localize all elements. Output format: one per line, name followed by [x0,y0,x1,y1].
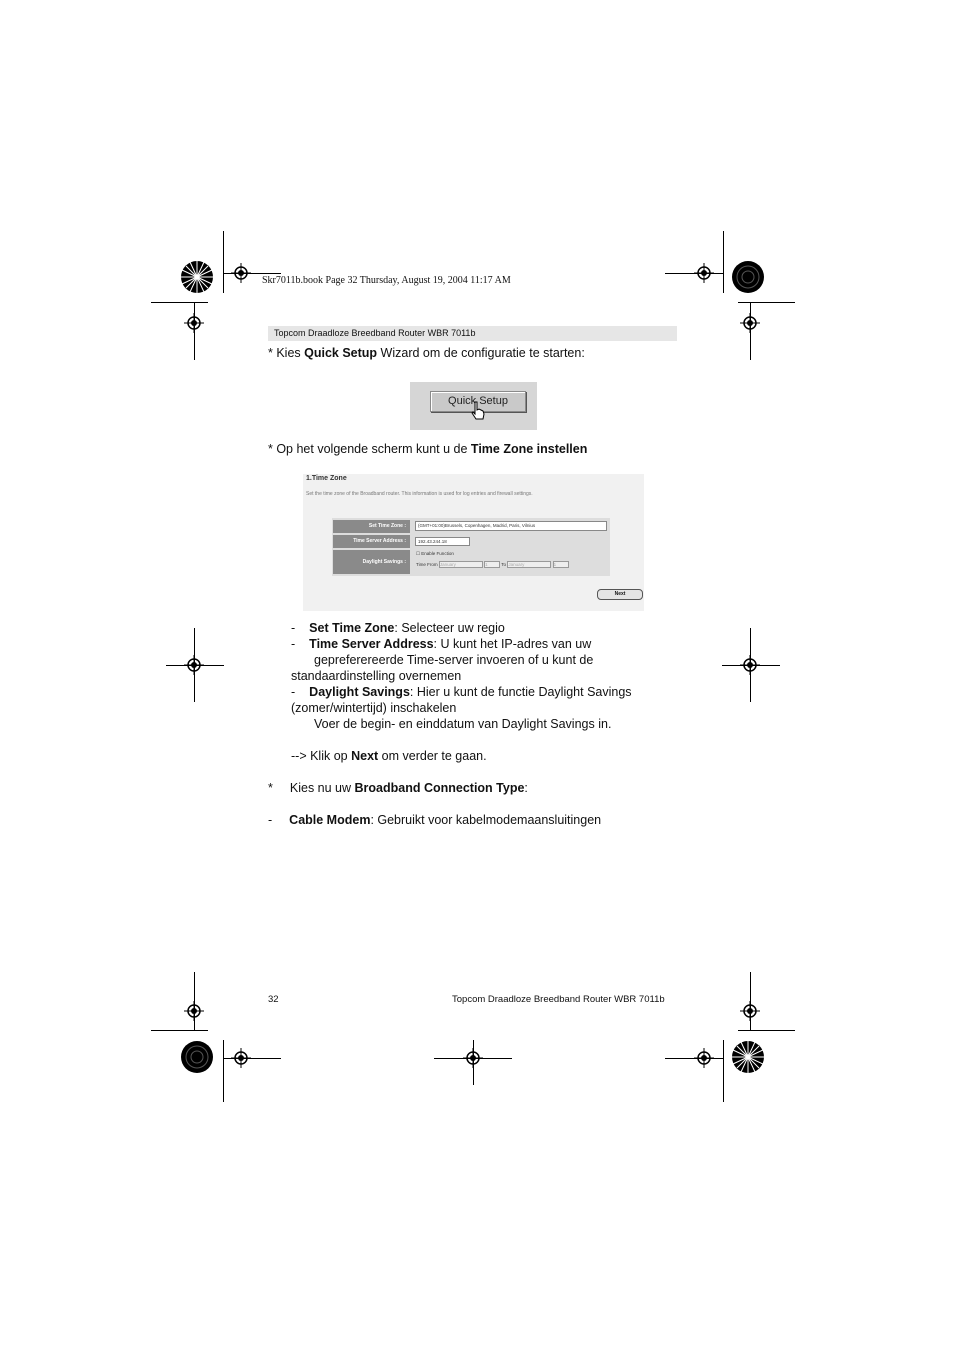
next-button[interactable]: Next [597,589,643,600]
tz-label-time-server: Time Server Address : [333,535,410,548]
time-zone-select[interactable]: (GMT+01:00)Brussels, Copenhagen, Madrid, Paris, Vilnius [415,521,607,531]
footer-title: Topcom Draadloze Breedband Router WBR 7011b [452,994,665,1005]
quick-setup-screenshot [410,382,537,430]
quick-setup-button[interactable]: Quick Setup [430,391,526,412]
time-server-input[interactable]: 192.43.244.18 [415,537,470,546]
registration-mark-icon [740,655,760,675]
continuation-line: gepreferereerde Time-server invoeren of u kunt de [314,653,594,667]
intro-line: * Kies Quick Setup Wizard om de configuratie te starten: [268,346,585,360]
star-target-icon [731,260,765,294]
tz-label-set-time-zone: Set Time Zone : [333,520,410,533]
registration-mark-icon [740,1001,760,1021]
registration-mark-icon [694,1048,714,1068]
time-zone-screenshot [303,474,644,611]
registration-mark-icon [184,313,204,333]
star-target-icon [731,1040,765,1074]
registration-mark-icon [463,1048,483,1068]
tz-label-daylight: Daylight Savings : [333,550,410,574]
daylight-range: Time From January 1 To January 1 [416,561,569,568]
registration-mark-icon [231,1048,251,1068]
from-day-select[interactable]: 1 [484,561,500,568]
continuation-line: Voer de begin- en einddatum van Daylight Savings in. [314,717,612,731]
continuation-line: (zomer/wintertijd) inschakelen [291,701,457,715]
print-slug-line: Skr7011b.book Page 32 Thursday, August 19, 2004 11:17 AM [262,275,511,286]
broadband-instruction: * Kies nu uw Broadband Connection Type: [268,781,528,795]
time-zone-intro: * Op het volgende scherm kunt u de Time Zone instellen [268,442,588,456]
enable-function-checkbox[interactable]: ☐ Enable Function [416,551,454,556]
bullet-set-time-zone: - Set Time Zone: Selecteer uw regio [291,621,505,635]
bullet-daylight: - Daylight Savings: Hier u kunt de functie Daylight Savings [291,685,632,699]
bullet-time-server: - Time Server Address: U kunt het IP-adres van uw [291,637,592,651]
registration-mark-icon [231,263,251,283]
star-target-icon [180,1040,214,1074]
tz-table [332,518,610,576]
page-header: Topcom Draadloze Breedband Router WBR 7011b [268,326,677,341]
hand-cursor-icon [470,401,486,421]
to-day-select[interactable]: 1 [553,561,569,568]
registration-mark-icon [184,1001,204,1021]
continuation-line: standaardinstelling overnemen [291,669,462,683]
tz-title: 1.Time Zone [306,475,347,482]
registration-mark-icon [694,263,714,283]
star-target-icon [180,260,214,294]
registration-mark-icon [184,655,204,675]
next-instruction: --> Klik op Next om verder te gaan. [291,749,487,763]
tz-description: Set the time zone of the Broadband router. This information is used for log entries and firewall settings. [306,491,533,497]
from-month-select[interactable]: January [439,561,483,568]
registration-mark-icon [740,313,760,333]
to-month-select[interactable]: January [507,561,551,568]
cable-modem-item: - Cable Modem: Gebruikt voor kabelmodemaansluitingen [268,813,602,827]
page-number: 32 [268,994,279,1005]
